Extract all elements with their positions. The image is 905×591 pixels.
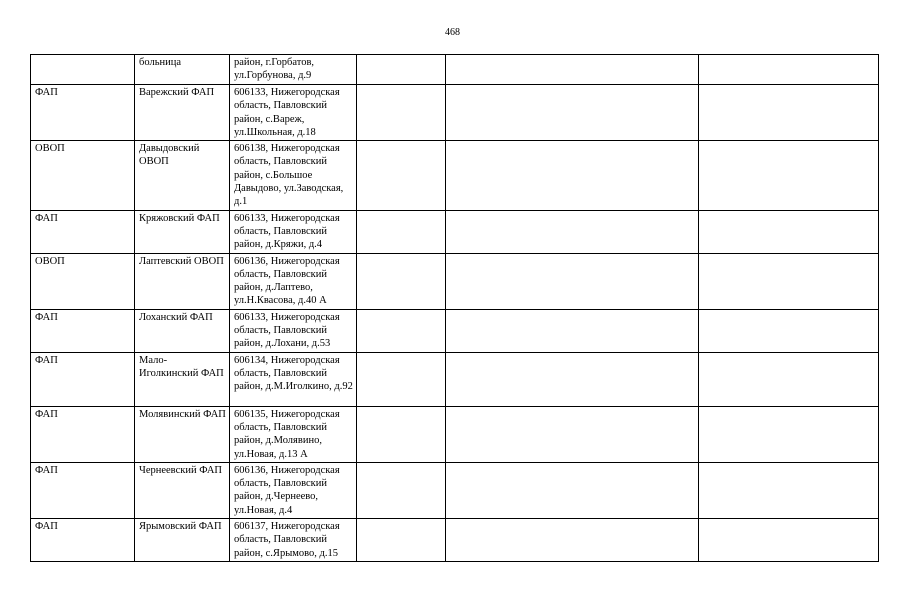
facility-address-cell: район, г.Горбатов, ул.Горбунова, д.9 (230, 55, 357, 85)
facility-name-cell: Молявинский ФАП (135, 406, 230, 462)
facility-type-cell: ФАП (31, 85, 135, 141)
empty-cell (357, 55, 446, 85)
facility-name-cell: Варежский ФАП (135, 85, 230, 141)
empty-cell (699, 210, 879, 253)
facility-name-cell: больница (135, 55, 230, 85)
empty-cell (446, 462, 699, 518)
facility-name-cell: Лаптевский ОВОП (135, 253, 230, 309)
facility-address-cell: 606133, Нижегородская область, Павловский район, д.Кряжи, д.4 (230, 210, 357, 253)
facility-address-cell: 606135, Нижегородская область, Павловский район, д.Молявино, ул.Новая, д.13 А (230, 406, 357, 462)
facility-name-cell: Мало-Иголкинский ФАП (135, 352, 230, 406)
facility-address-cell: 606137, Нижегородская область, Павловский район, с.Ярымово, д.15 (230, 519, 357, 562)
empty-cell (699, 519, 879, 562)
empty-cell (357, 141, 446, 210)
empty-cell (446, 210, 699, 253)
table-row (31, 462, 879, 518)
empty-cell (357, 462, 446, 518)
table-row (31, 141, 879, 210)
facility-type-cell: ФАП (31, 309, 135, 352)
facility-name-cell: Лоханский ФАП (135, 309, 230, 352)
facility-address-cell: 606133, Нижегородская область, Павловский район, д.Лохани, д.53 (230, 309, 357, 352)
facility-address-cell: 606133, Нижегородская область, Павловский район, с.Вареж, ул.Школьная, д.18 (230, 85, 357, 141)
empty-cell (699, 352, 879, 406)
empty-cell (357, 352, 446, 406)
empty-cell (446, 519, 699, 562)
empty-cell (699, 55, 879, 85)
empty-cell (446, 253, 699, 309)
empty-cell (446, 406, 699, 462)
table-row (31, 253, 879, 309)
facility-type-cell: ФАП (31, 352, 135, 406)
table-row (31, 519, 879, 562)
empty-cell (699, 253, 879, 309)
table-row (31, 55, 879, 85)
empty-cell (357, 253, 446, 309)
table-row (31, 309, 879, 352)
empty-cell (357, 406, 446, 462)
empty-cell (446, 352, 699, 406)
empty-cell (446, 85, 699, 141)
empty-cell (357, 519, 446, 562)
facility-name-cell: Ярымовский ФАП (135, 519, 230, 562)
empty-cell (357, 309, 446, 352)
empty-cell (446, 55, 699, 85)
facility-address-cell: 606134, Нижегородская область, Павловский район, д.М.Иголкино, д.92 (230, 352, 357, 406)
medical-facilities-table (30, 54, 879, 562)
facility-type-cell (31, 55, 135, 85)
facility-type-cell: ОВОП (31, 253, 135, 309)
empty-cell (699, 85, 879, 141)
empty-cell (699, 462, 879, 518)
empty-cell (699, 309, 879, 352)
facility-address-cell: 606136, Нижегородская область, Павловский район, д.Чернеево, ул.Новая, д.4 (230, 462, 357, 518)
facility-name-cell: Давыдовский ОВОП (135, 141, 230, 210)
empty-cell (699, 141, 879, 210)
facility-name-cell: Кряжовский ФАП (135, 210, 230, 253)
empty-cell (357, 85, 446, 141)
table-row (31, 406, 879, 462)
facility-type-cell: ФАП (31, 519, 135, 562)
empty-cell (699, 406, 879, 462)
facility-address-cell: 606136, Нижегородская область, Павловский район, д.Лаптево, ул.Н.Квасова, д.40 А (230, 253, 357, 309)
facility-type-cell: ФАП (31, 210, 135, 253)
facility-address-cell: 606138, Нижегородская область, Павловский район, с.Большое Давыдово, ул.Заводская, д.1 (230, 141, 357, 210)
table-row (31, 352, 879, 406)
empty-cell (446, 309, 699, 352)
facility-name-cell: Чернеевский ФАП (135, 462, 230, 518)
empty-cell (446, 141, 699, 210)
table-row (31, 210, 879, 253)
facility-type-cell: ФАП (31, 462, 135, 518)
page-number: 468 (445, 27, 460, 38)
facility-type-cell: ФАП (31, 406, 135, 462)
table-row (31, 85, 879, 141)
facility-type-cell: ОВОП (31, 141, 135, 210)
empty-cell (357, 210, 446, 253)
